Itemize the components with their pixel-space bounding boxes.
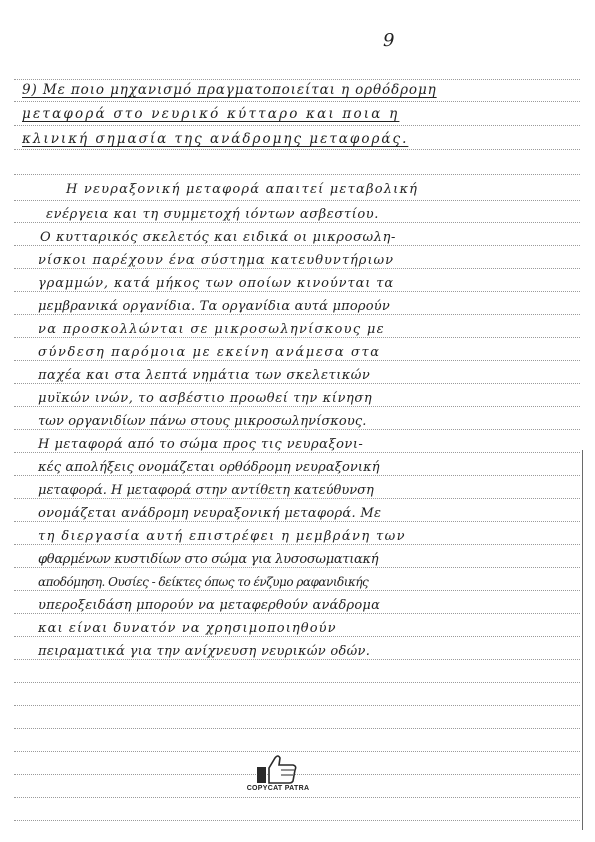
- page-number: 9: [383, 30, 395, 51]
- ruled-line: [14, 360, 580, 361]
- answer-line: σύνδεση παρόμοια με εκείνη ανάμεσα στα: [38, 345, 381, 360]
- answer-line: και είναι δυνατόν να χρησιμοποιηθούν: [38, 621, 337, 636]
- answer-line: παχέα και στα λεπτά νημάτια των σκελετικών: [38, 368, 371, 383]
- answer-line: Η μεταφορά από το σώμα προς τις νευραξονι-: [38, 437, 364, 452]
- answer-line: αποδόμηση. Ουσίες - δείκτες όπως το ένζυμο ραφανιδικής: [38, 575, 369, 589]
- answer-line: φθαρμένων κυστιδίων στο σώμα για λυσοσωματιακή: [38, 552, 379, 567]
- answer-line: των οργανιδίων πάνω στους μικροσωληνίσκους.: [38, 414, 367, 429]
- ruled-line: [14, 149, 580, 150]
- question-line: κλινική σημασία της ανάδρομης μεταφοράς.: [22, 131, 409, 147]
- question-line: 9) Με ποιο μηχανισμό πραγματοποιείται η ορθόδρομη: [22, 82, 437, 98]
- ruled-line: [14, 544, 580, 545]
- ruled-line: [14, 498, 580, 499]
- ruled-line: [14, 521, 580, 522]
- ruled-line: [14, 245, 580, 246]
- ruled-line: [14, 820, 580, 821]
- answer-line: να προσκολλώνται σε μικροσωληνίσκους με: [38, 322, 385, 337]
- answer-line: μεμβρανικά οργανίδια. Τα οργανίδια αυτά μπορούν: [38, 299, 390, 314]
- ruled-line: [14, 636, 580, 637]
- answer-line: γραμμών, κατά μήκος των οποίων κινούνται τα: [38, 276, 395, 291]
- question-line: μεταφορά στο νευρικό κύτταρο και ποια η: [22, 106, 400, 122]
- answer-line: τη διεργασία αυτή επιστρέφει η μεμβράνη των: [38, 529, 406, 544]
- ruled-line: [14, 728, 580, 729]
- ruled-line: [14, 452, 580, 453]
- ruled-line: [14, 383, 580, 384]
- answer-line: μεταφορά. Η μεταφορά στην αντίθετη κατεύθυνση: [38, 483, 374, 498]
- ruled-line: [14, 613, 580, 614]
- thumbs-up-icon: [255, 754, 299, 784]
- ruled-line: [14, 475, 580, 476]
- answer-line: ενέργεια και τη συμμετοχή ιόντων ασβεστίου.: [46, 207, 379, 222]
- ruled-line: [14, 222, 580, 223]
- answer-line: μυϊκών ινών, το ασβέστιο προωθεί την κίνηση: [38, 391, 373, 406]
- ruled-line: [14, 567, 580, 568]
- ruled-line: [14, 797, 580, 798]
- answer-line: ονομάζεται ανάδρομη νευραξονική μεταφορά. Με: [38, 506, 382, 521]
- logo-text: COPYCAT PATRA: [246, 785, 310, 792]
- answer-line: πειραματικά για την ανίχνευση νευρικών οδών.: [38, 644, 371, 659]
- ruled-line: [14, 590, 580, 591]
- ruled-line: [14, 406, 580, 407]
- answer-line: κές απολήξεις ονομάζεται ορθόδρομη νευραξονική: [38, 460, 380, 475]
- ruled-line: [14, 200, 580, 201]
- answer-line: Η νευραξονική μεταφορά απαιτεί μεταβολική: [66, 182, 419, 197]
- ruled-line: [14, 314, 580, 315]
- ruled-line: [14, 682, 580, 683]
- ruled-line: [14, 79, 580, 80]
- ruled-line: [14, 125, 580, 126]
- ruled-line: [14, 337, 580, 338]
- answer-line: υπεροξειδάση μπορούν να μεταφερθούν ανάδρομα: [38, 598, 381, 613]
- ruled-line: [14, 268, 580, 269]
- answer-line: νίσκοι παρέχουν ένα σύστημα κατευθυντήριων: [38, 253, 395, 268]
- answer-line: Ο κυτταρικός σκελετός και ειδικά οι μικροσωλη-: [40, 230, 396, 245]
- ruled-line: [14, 291, 580, 292]
- ruled-line: [14, 659, 580, 660]
- margin-line: [582, 450, 583, 830]
- ruled-line: [14, 174, 580, 175]
- ruled-line: [14, 101, 580, 102]
- ruled-line: [14, 705, 580, 706]
- ruled-line: [14, 429, 580, 430]
- ruled-line: [14, 751, 580, 752]
- copycat-logo: [243, 754, 313, 792]
